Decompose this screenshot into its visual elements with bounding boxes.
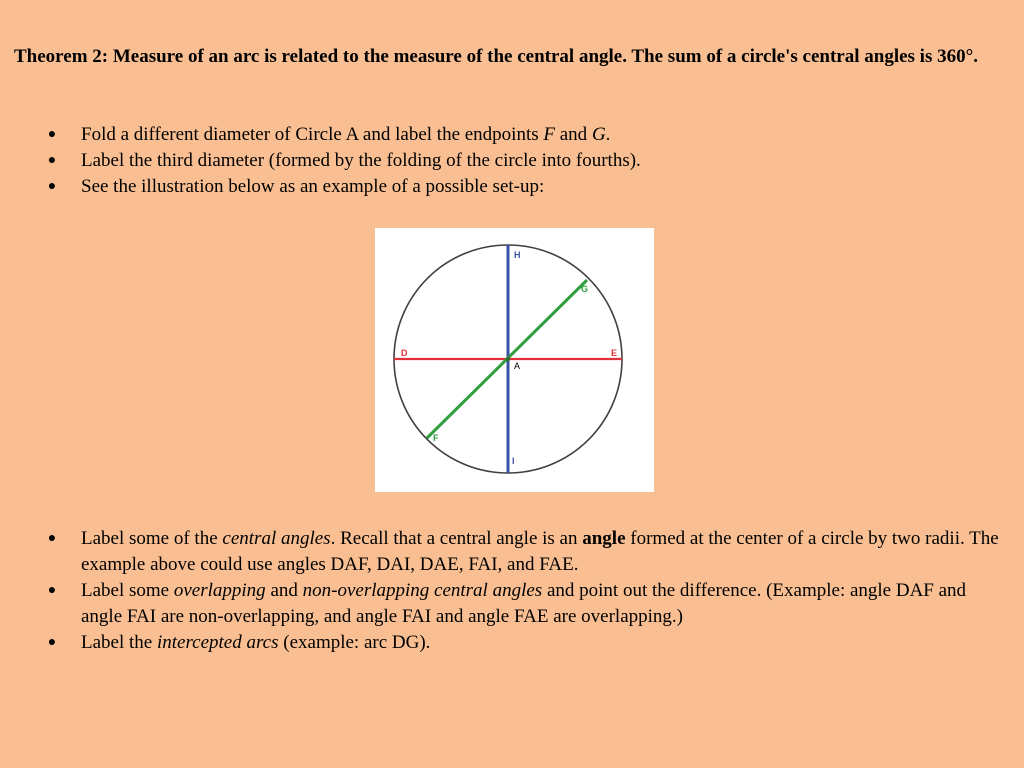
circle-diagram: [375, 228, 654, 492]
bullet-text: Label some: [81, 580, 174, 601]
bullet-item: [0, 630, 1024, 656]
bullet-dot: ●: [47, 635, 57, 650]
bullet-item: [0, 148, 1024, 174]
bullet-dot: ●: [47, 127, 57, 142]
label-i: I: [512, 456, 515, 466]
label-g: G: [581, 284, 589, 294]
italic-term: overlapping: [173, 580, 266, 601]
label-e: E: [611, 348, 618, 358]
bullet-dot: ●: [47, 531, 57, 546]
bold-term: angle: [582, 528, 626, 549]
bullet-dot: ●: [47, 583, 57, 598]
bullet-text: (example: arc DG).: [278, 632, 431, 653]
italic-endpoint-f: F: [543, 124, 555, 145]
bullet-text: and point out the difference. (Example: angle DAF and angle FAI are non-overlapping, and angle FAI and angle FAE are overlapping.): [81, 580, 967, 627]
bullet-text: and: [265, 580, 303, 601]
bottom-bullet-list: [0, 526, 1024, 656]
italic-endpoint-g: G: [591, 124, 606, 145]
bullet-text: formed at the center of a circle by two radii. The example above could use angles DAF, DAI, DAE, FAI, and FAE.: [81, 528, 999, 575]
bullet-text: and: [555, 124, 592, 145]
top-bullet-list: [0, 122, 1024, 200]
bullet-text: Fold a different diameter of Circle A and label the endpoints: [81, 124, 544, 145]
label-a: A: [514, 361, 521, 371]
bullet-item: [0, 526, 1024, 578]
bullet-text: See the illustration below as an example of a possible set-up:: [81, 176, 545, 197]
italic-term: central angles: [222, 528, 331, 549]
label-f: F: [433, 433, 439, 443]
circle-diagram-svg: [375, 228, 654, 492]
bullet-item: [0, 578, 1024, 630]
bullet-dot: ●: [47, 179, 57, 194]
bullet-item: [0, 174, 1024, 200]
bullet-text: Label the third diameter (formed by the folding of the circle into fourths).: [81, 150, 641, 171]
bullet-dot: ●: [47, 153, 57, 168]
bullet-text: . Recall that a central angle is an: [330, 528, 583, 549]
bullet-item: [0, 122, 1024, 148]
bullet-text: Label the: [81, 632, 157, 653]
bullet-text: .: [605, 124, 611, 145]
label-h: H: [514, 250, 521, 260]
theorem-title: Theorem 2: Measure of an arc is related to the measure of the central angle. The sum of a circle's central angles is 360°.: [14, 46, 978, 67]
italic-term: intercepted arcs: [156, 632, 279, 653]
italic-term: non-overlapping central angles: [302, 580, 543, 601]
label-d: D: [401, 348, 408, 358]
center-point-a: [506, 357, 510, 361]
bullet-text: Label some of the: [81, 528, 223, 549]
